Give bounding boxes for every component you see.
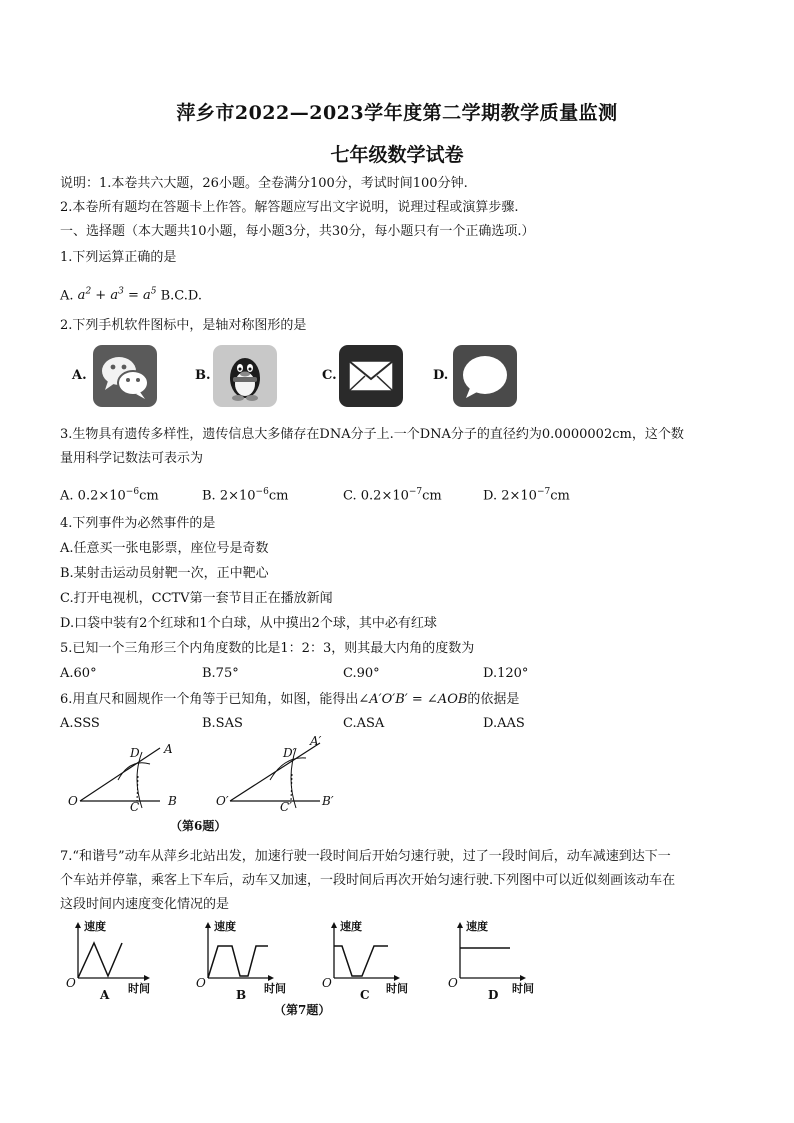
q5-stem: 5.已知一个三角形三个内角度数的比是1：2：3，则其最大内角的度数为 <box>60 641 475 656</box>
q3-stem <box>60 423 740 471</box>
q6-label-d: D <box>130 746 140 760</box>
q3-option-a: A. $0.2\times 10^{-6}cm$ <box>60 487 159 504</box>
q1-option-a-formula: $a^2 + a^3 = a^5$ <box>77 287 157 304</box>
q3-option-c: C. $0.2\times 10^{-7}cm$ <box>343 487 442 504</box>
q3-option-d: D. $2\times 10^{-7}cm$ <box>483 487 570 504</box>
q6-label-o-prime: O′ <box>216 794 229 808</box>
wechat-icon <box>92 344 158 408</box>
q5-option-d: D.120° <box>483 666 529 681</box>
q6-label-c-prime: C′ <box>280 800 292 814</box>
q6-label-a-prime: A′ <box>310 734 322 748</box>
q7-graph-c: 速度 O 时间 C <box>322 920 408 1002</box>
q6-label-d-prime: D′ <box>283 746 296 760</box>
q7-caption: （第7题） <box>274 1003 331 1017</box>
q2-label-a: A. <box>72 368 87 383</box>
q6-label-b: B <box>168 794 177 808</box>
q6-label-o: O <box>68 794 78 808</box>
q6-stem: 6.用直尺和圆规作一个角等于已知角，如图，能得出∠A′O′B′ = ∠AOB的依据是 <box>60 692 520 707</box>
q6-caption: （第6题） <box>170 819 227 833</box>
mail-envelope-icon <box>338 344 404 408</box>
q5-option-c: C.90° <box>343 666 380 681</box>
q6-label-a: A <box>164 742 173 756</box>
q6-option-d: D.AAS <box>483 716 525 731</box>
q4-stem: 4.下列事件为必然事件的是 <box>60 516 216 531</box>
q3-option-b: B. $2\times 10^{-6}cm$ <box>202 487 289 504</box>
q6-label-b-prime: B′ <box>322 794 334 808</box>
q7-stem-line-3: 这段时间内速度变化情况的是 <box>60 897 230 912</box>
q1-option-rest: B.C.D. <box>160 288 203 304</box>
q7-stem-line-1: 7.“和谐号”动车从萍乡北站出发，加速行驶一段时间后开始匀速行驶，过了一段时间后，动车减速到达下一 <box>60 849 671 864</box>
q3-stem-line-1: 3.生物具有遗传多样性，遗传信息大多储存在DNA分子上.一个DNA分子的直径约为0.0000002cm，这个数 <box>60 427 684 442</box>
q2-label-c: C. <box>322 368 337 383</box>
q1-option-a-label: A. <box>60 288 74 304</box>
instruction-line-1: 说明：1.本卷共六大题，26小题。全卷满分100分，考试时间100分钟. <box>60 176 468 191</box>
q6-option-a: A.SSS <box>60 716 100 731</box>
section-heading: 一、选择题（本大题共10小题，每小题3分，共30分，每小题只有一个正确选项.） <box>60 224 535 239</box>
q3-stem-line-2: 量用科学记数法可表示为 <box>60 451 204 466</box>
q7-graph-a: 速度 O 时间 A <box>66 920 150 1002</box>
exam-subtitle: 七年级数学试卷 <box>330 144 464 166</box>
q5-option-b: B.75° <box>202 666 239 681</box>
q1-options <box>60 282 202 306</box>
q5-option-a: A.60° <box>60 666 97 681</box>
exam-title: 萍乡市2022—2023学年度第二学期教学质量监测 <box>176 102 618 124</box>
chat-bubble-icon <box>452 344 518 408</box>
qq-penguin-icon <box>212 344 278 408</box>
q2-label-d: D. <box>433 368 449 383</box>
q1-stem: 1.下列运算正确的是 <box>60 250 177 265</box>
q6-figure <box>60 734 360 818</box>
q7-graph-d: 速度 O 时间 D <box>448 920 534 1002</box>
q7-stem <box>60 845 740 917</box>
q4-option-a: A.任意买一张电影票，座位号是奇数 <box>60 541 269 556</box>
q4-option-d: D.口袋中装有2个红球和1个白球，从中摸出2个球，其中必有红球 <box>60 616 437 631</box>
q7-stem-line-2: 个车站并停靠，乘客上下车后，动车又加速，一段时间后再次开始匀速行驶.下列图中可以近似刻画该动车在 <box>60 873 676 888</box>
q6-option-b: B.SAS <box>202 716 243 731</box>
instruction-line-2: 2.本卷所有题均在答题卡上作答。解答题应写出文字说明，说理过程或演算步骤. <box>60 200 519 215</box>
q4-option-b: B.某射击运动员射靶一次，正中靶心 <box>60 566 269 581</box>
q6-label-c: C <box>130 800 140 814</box>
q2-stem: 2.下列手机软件图标中，是轴对称图形的是 <box>60 318 307 333</box>
q7-graph-a-xlabel: 时间 <box>128 982 150 995</box>
q7-graph-b: 速度 O 时间 B <box>196 920 286 1002</box>
q6-option-c: C.ASA <box>343 716 385 731</box>
q4-option-c: C.打开电视机，CCTV第一套节目正在播放新闻 <box>60 591 333 606</box>
q2-label-b: B. <box>195 368 211 383</box>
q6-math: ∠A′O′B′ = ∠AOB <box>358 692 468 707</box>
